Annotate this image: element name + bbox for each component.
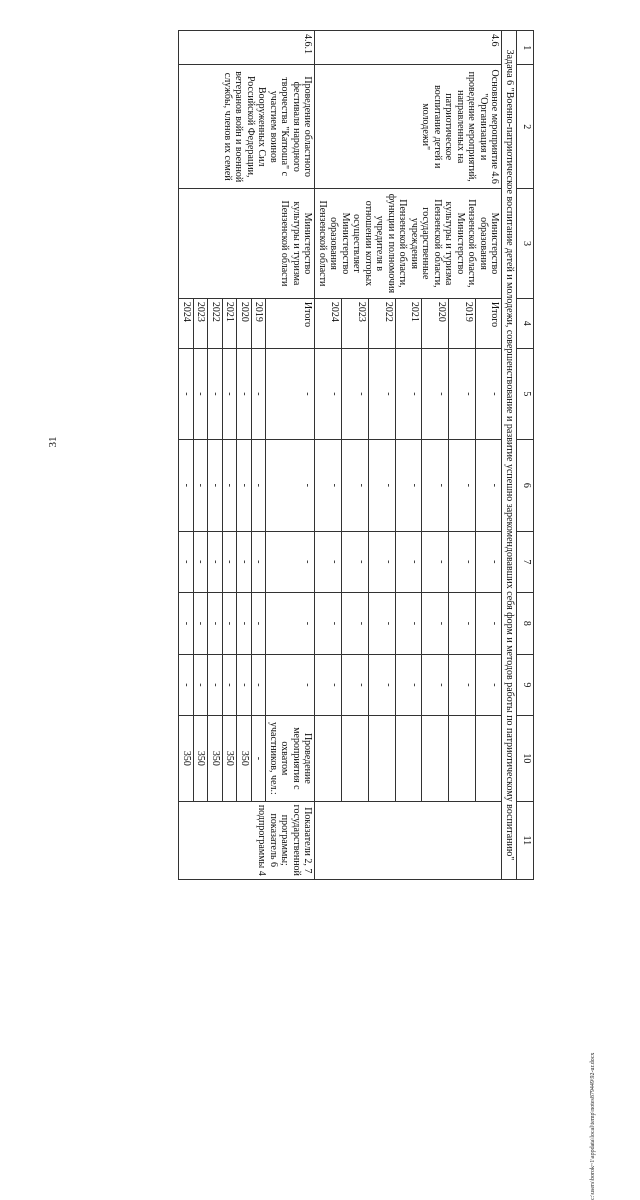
table-cell: Проведение областного фестиваля народного творчества "Катюша" с участием воинов Вооруженных Сил Российской Федерации, ветеранов войн и военной службы, членов их семей: [179, 65, 315, 189]
table-cell: 2024: [179, 298, 194, 348]
table-cell: -: [422, 348, 449, 439]
table-cell: Основное мероприятие 4.6 "Организация и проведение мероприятий, направленных на патриотическое воспитание детей и молодежи": [315, 65, 502, 189]
table-cell: 2024: [315, 298, 342, 348]
table-cell: -: [223, 654, 238, 716]
table-cell: -: [395, 654, 422, 716]
table-cell: -: [179, 440, 194, 531]
table-row: [266, 31, 315, 880]
table-cell: 2019: [449, 298, 476, 348]
table-cell: -: [237, 440, 252, 531]
task-title: Задача 6 "Военно-патриотическое воспитание детей и молодежи, совершенствование и развитие успешно зарекомендовавших себя форм и методов работы по патриотическому воспитанию": [502, 31, 517, 880]
table-cell: -: [252, 654, 267, 716]
table-cell: [422, 716, 449, 801]
table-cell: -: [342, 654, 369, 716]
table-cell: 4.6: [315, 31, 502, 65]
table-cell: -: [422, 593, 449, 655]
table-cell: -: [266, 531, 315, 593]
col-header: 1: [517, 31, 534, 65]
table-cell: [368, 716, 395, 801]
table-cell: -: [252, 531, 267, 593]
table-cell: -: [368, 440, 395, 531]
table-cell: -: [208, 593, 223, 655]
table-cell: -: [252, 593, 267, 655]
table-cell: -: [194, 440, 209, 531]
table-cell: -: [395, 440, 422, 531]
table-cell: -: [368, 348, 395, 439]
table-cell: 4.6.1: [179, 31, 315, 65]
table-cell: [315, 716, 342, 801]
col-header: 10: [517, 716, 534, 801]
col-header: 6: [517, 440, 534, 531]
file-path-footer: c:\users\borok~1\appdata\local\temp\notes879449\92-ur.docx: [590, 1052, 596, 1200]
column-number-row: [517, 31, 534, 880]
table-cell: -: [422, 440, 449, 531]
table-cell: -: [315, 654, 342, 716]
table-cell: -: [179, 593, 194, 655]
table-cell: -: [208, 654, 223, 716]
table-cell: 2019: [252, 298, 267, 348]
table-cell: -: [194, 593, 209, 655]
table-cell: [449, 716, 476, 801]
table-cell: 2022: [208, 298, 223, 348]
table-cell: [342, 716, 369, 801]
table-cell: -: [194, 654, 209, 716]
table-cell: -: [179, 348, 194, 439]
table-cell: -: [315, 531, 342, 593]
table-cell: 350: [208, 716, 223, 801]
table-cell: 350: [194, 716, 209, 801]
table-cell: -: [208, 348, 223, 439]
table-cell: -: [315, 593, 342, 655]
table-cell: -: [342, 348, 369, 439]
table-cell: -: [315, 348, 342, 439]
table-cell: -: [449, 348, 476, 439]
table-cell: [475, 716, 502, 801]
table-cell: -: [237, 654, 252, 716]
col-header: 9: [517, 654, 534, 716]
table-cell: 2020: [237, 298, 252, 348]
table-cell: -: [449, 593, 476, 655]
table-cell: -: [179, 531, 194, 593]
table-cell: -: [422, 531, 449, 593]
table-cell: 2022: [368, 298, 395, 348]
table-cell: -: [368, 593, 395, 655]
table-cell: 350: [179, 716, 194, 801]
table-cell: -: [368, 531, 395, 593]
table-cell: -: [252, 348, 267, 439]
table-cell: Министерство культуры и туризма Пензенской области: [179, 189, 315, 299]
table-cell: Проведение мероприятия с охватом участников, чел.:: [266, 716, 315, 801]
table-cell: 2023: [342, 298, 369, 348]
table-cell: -: [266, 593, 315, 655]
table-cell: -: [475, 440, 502, 531]
table-cell: -: [208, 440, 223, 531]
col-header: 3: [517, 189, 534, 299]
table-cell: -: [237, 593, 252, 655]
table-cell: -: [449, 531, 476, 593]
table-cell: -: [237, 531, 252, 593]
table-cell: 2021: [395, 298, 422, 348]
table-cell: -: [449, 440, 476, 531]
table-cell: -: [266, 440, 315, 531]
table-cell: 2020: [422, 298, 449, 348]
table-cell: [315, 801, 502, 879]
table-cell: -: [266, 654, 315, 716]
table-cell: -: [422, 654, 449, 716]
table-cell: 2021: [223, 298, 238, 348]
table-body: [179, 31, 502, 880]
table-cell: -: [223, 593, 238, 655]
col-header: 5: [517, 348, 534, 439]
table-cell: -: [342, 531, 369, 593]
table-cell: -: [315, 440, 342, 531]
table-cell: -: [342, 440, 369, 531]
col-header: 2: [517, 65, 534, 189]
table-sheet: [94, 30, 534, 880]
table-cell: -: [237, 348, 252, 439]
table-cell: -: [252, 440, 267, 531]
col-header: 4: [517, 298, 534, 348]
table-cell: -: [223, 531, 238, 593]
table-cell: -: [223, 440, 238, 531]
table-cell: Итого: [266, 298, 315, 348]
program-table: [179, 30, 535, 880]
col-header: 7: [517, 531, 534, 593]
table-cell: Министерство образования Пензенской области, Министерство культуры и туризма Пензенской области, государственные учреждения Пензенской области, функции и полномочия учредителя в отношении которых осуществляет Министерство образования Пензенской области: [315, 189, 502, 299]
table-cell: -: [449, 654, 476, 716]
table-cell: -: [266, 348, 315, 439]
col-header: 11: [517, 801, 534, 879]
table-cell: Итого: [475, 298, 502, 348]
table-cell: -: [475, 593, 502, 655]
table-cell: -: [194, 348, 209, 439]
table-cell: -: [208, 531, 223, 593]
table-cell: [395, 716, 422, 801]
table-cell: -: [194, 531, 209, 593]
col-header: 8: [517, 593, 534, 655]
task-row: [502, 31, 517, 880]
table-cell: -: [475, 348, 502, 439]
table-cell: 2023: [194, 298, 209, 348]
table-cell: 350: [223, 716, 238, 801]
table-cell: -: [475, 531, 502, 593]
table-cell: -: [179, 654, 194, 716]
page-number: 31: [47, 436, 59, 448]
table-cell: -: [342, 593, 369, 655]
table-cell: -: [368, 654, 395, 716]
table-cell: -: [395, 593, 422, 655]
table-cell: Показатели 2, 7 государственной программы; показатель 6 подпрограммы 4: [179, 801, 315, 879]
table-cell: -: [395, 348, 422, 439]
table-cell: -: [395, 531, 422, 593]
table-row: [475, 31, 502, 880]
table-cell: -: [475, 654, 502, 716]
table-cell: -: [252, 716, 267, 801]
table-cell: 350: [237, 716, 252, 801]
table-cell: -: [223, 348, 238, 439]
